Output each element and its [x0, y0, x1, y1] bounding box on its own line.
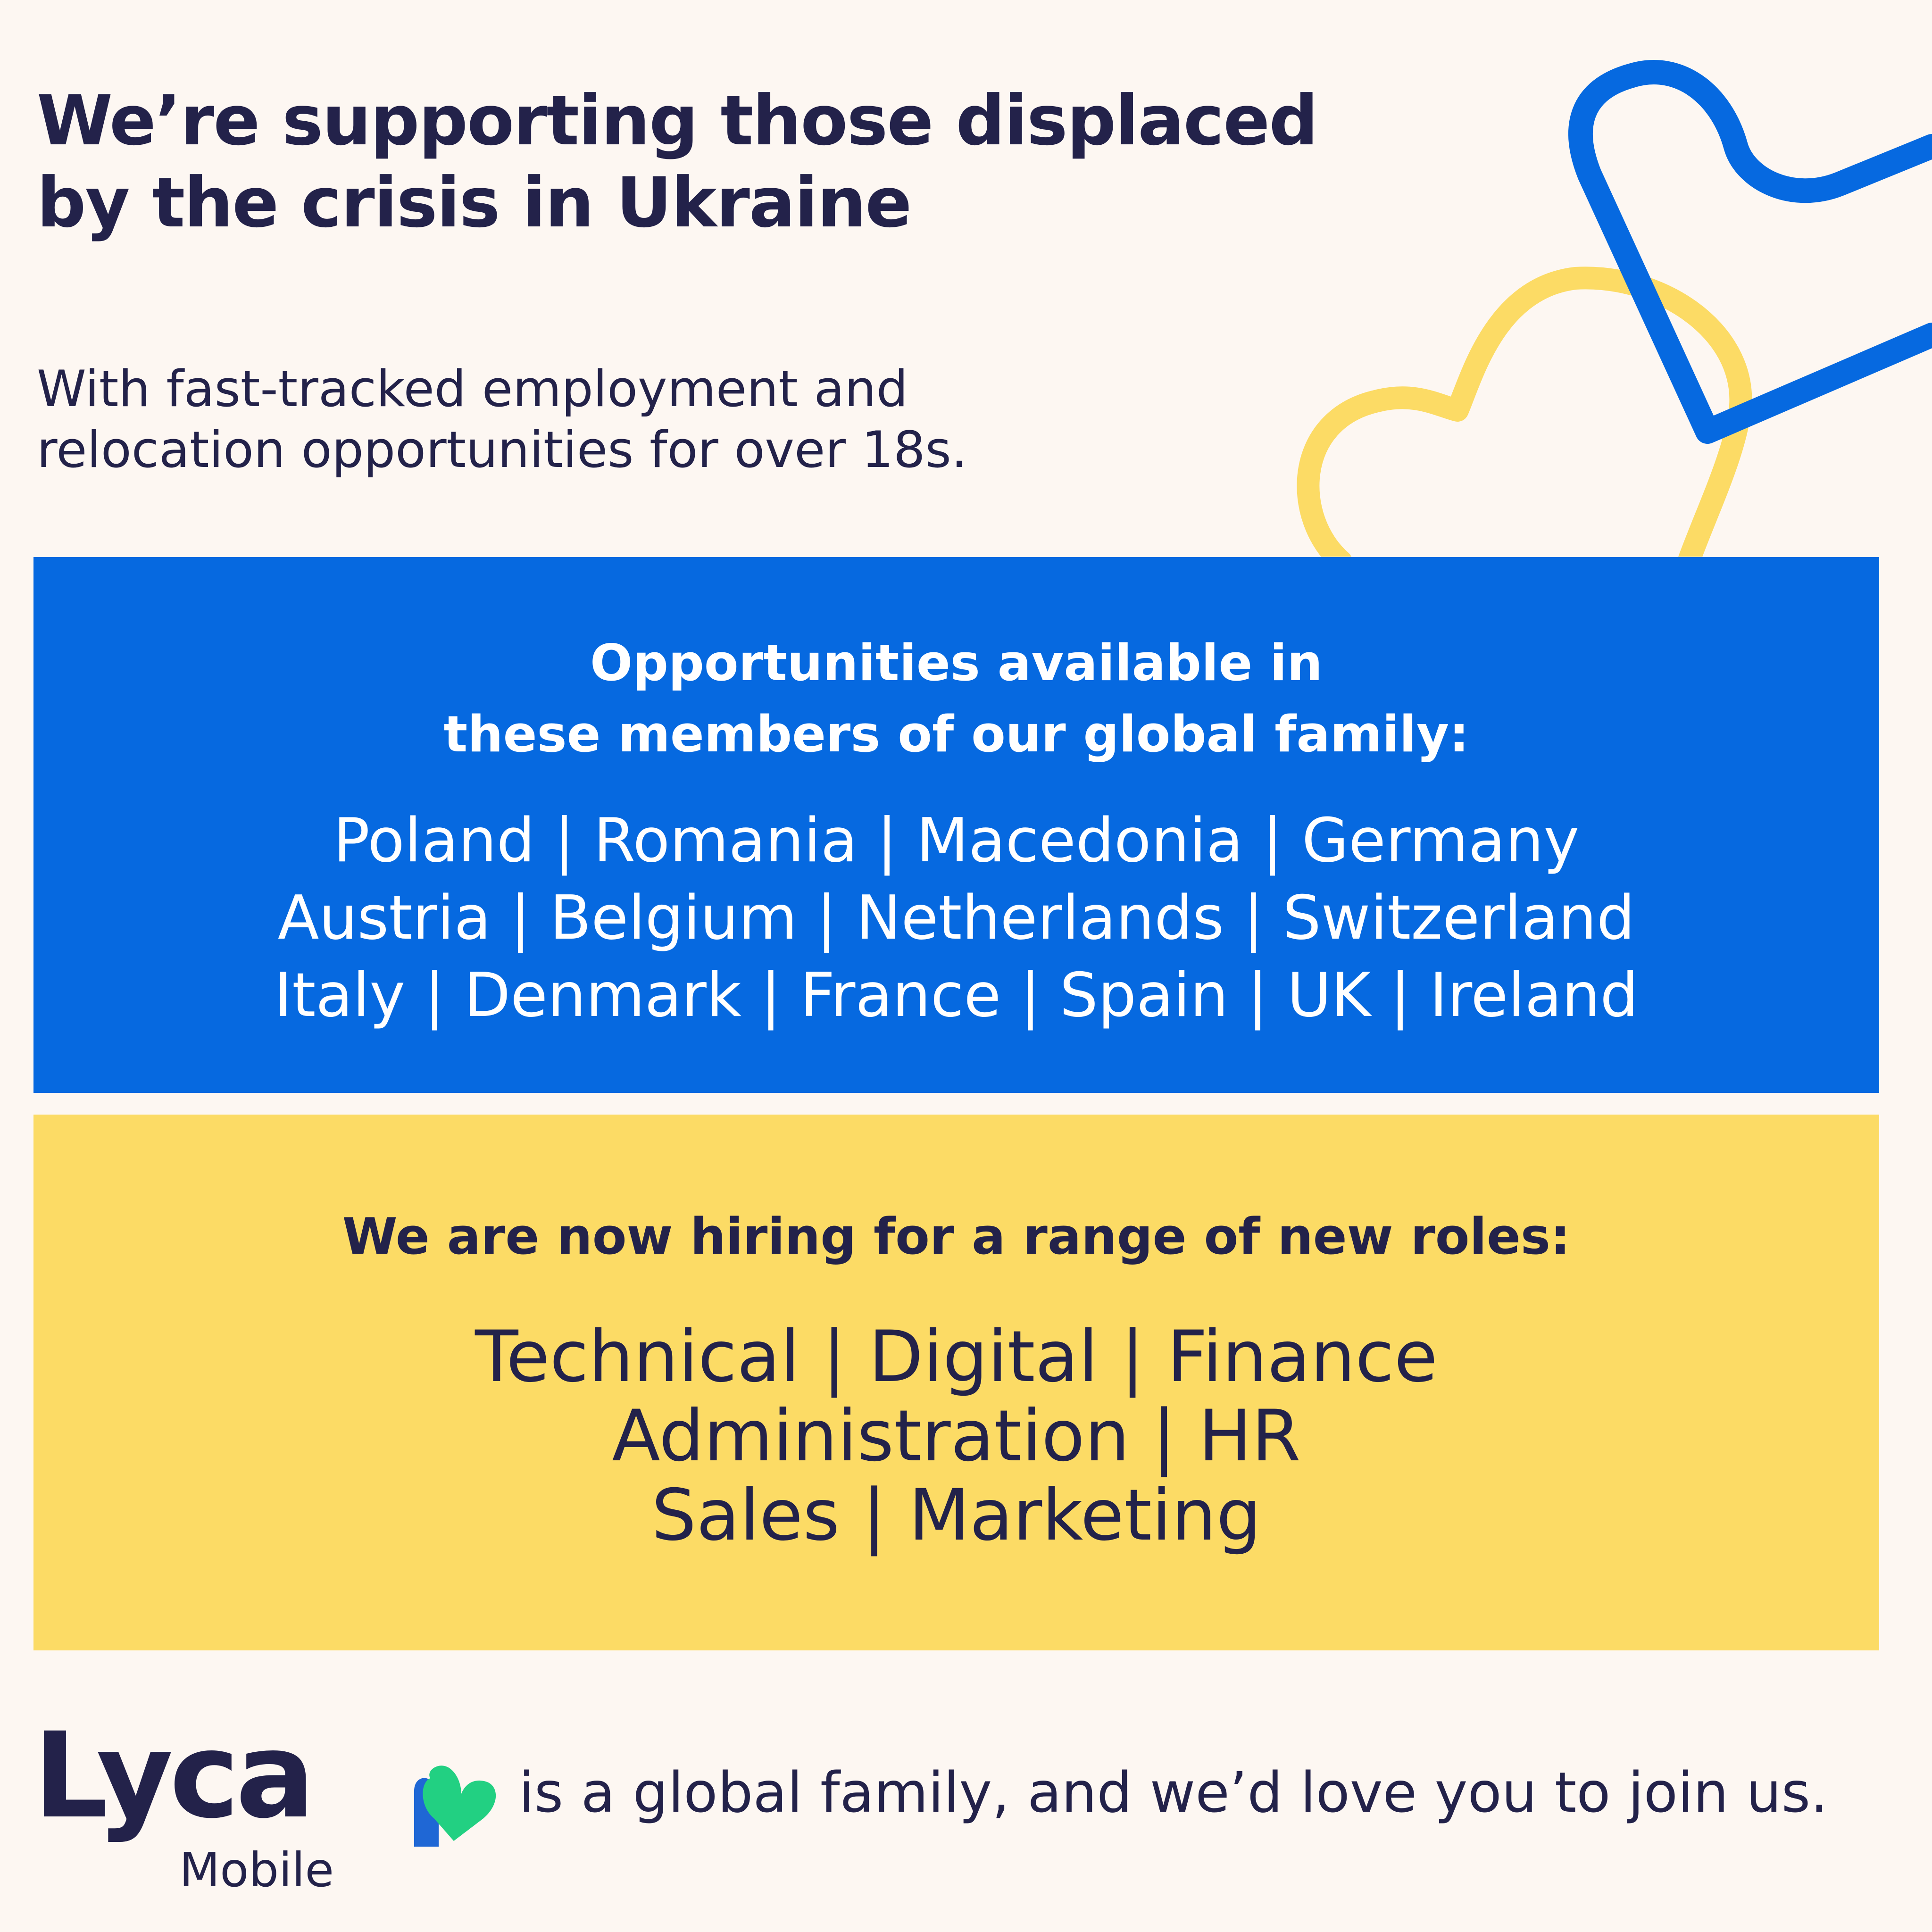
subtitle-line-1: With fast-tracked employment and	[37, 360, 908, 418]
countries-heading-line-1: Opportunities available in	[590, 634, 1323, 692]
roles-line: Sales | Marketing	[651, 1474, 1261, 1557]
logo-wordmark: Lyca	[33, 1707, 312, 1844]
roles-line: Administration | HR	[612, 1395, 1301, 1477]
countries-line: Austria | Belgium | Netherlands | Switzerland	[277, 883, 1635, 953]
countries-line: Italy | Denmark | France | Spain | UK | Ireland	[274, 960, 1639, 1031]
countries-line: Poland | Romania | Macedonia | Germany	[333, 806, 1580, 876]
title-line-1: We’re supporting those displaced	[37, 81, 1317, 161]
roles-list	[33, 1317, 1879, 1555]
roles-heading: We are now hiring for a range of new roles:	[342, 1208, 1571, 1266]
blue-heart-outline-icon	[1581, 72, 1932, 432]
countries-heading	[33, 628, 1879, 770]
page-title	[37, 80, 1405, 244]
title-line-2: by the crisis in Ukraine	[37, 162, 911, 243]
subtitle-line-2: relocation opportunities for over 18s.	[37, 421, 967, 479]
roles-panel	[33, 1115, 1879, 1650]
logo-subtitle: Mobile	[179, 1842, 334, 1898]
roles-line: Technical | Digital | Finance	[475, 1316, 1438, 1398]
decorative-hearts-icon	[1274, 38, 1932, 557]
footer-tagline: is a global family, and we’d love you to join us.	[519, 1760, 1828, 1825]
countries-list	[33, 802, 1879, 1034]
yellow-heart-outline-icon	[1308, 278, 1740, 557]
page-subtitle	[37, 358, 1169, 481]
lycamobile-logo	[33, 1707, 486, 1915]
countries-heading-line-2: these members of our global family:	[443, 705, 1469, 763]
green-heart-icon	[410, 1757, 500, 1847]
countries-panel	[33, 557, 1879, 1093]
